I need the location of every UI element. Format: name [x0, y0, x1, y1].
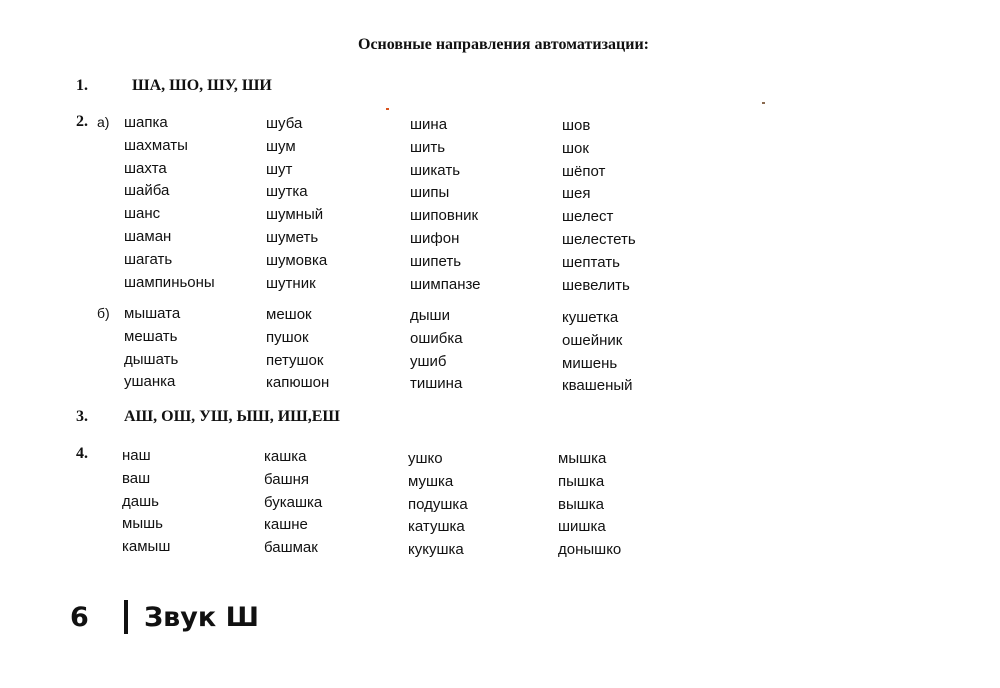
word: башмак: [264, 539, 318, 557]
word: шуметь: [266, 228, 319, 246]
word: шутка: [266, 183, 308, 201]
word: мишень: [562, 354, 618, 372]
word: шутник: [266, 274, 316, 292]
word: шептать: [562, 253, 620, 271]
section-3-heading: АШ, ОШ, УШ, ЫШ, ИШ,ЕШ: [124, 408, 340, 425]
word: шевелить: [562, 276, 630, 294]
word: дышать: [124, 350, 179, 368]
word: мышка: [558, 450, 607, 467]
word: подушка: [408, 495, 468, 513]
section-2a-column-3: [410, 114, 481, 296]
word: шить: [410, 138, 446, 156]
section-2b-column-3: [410, 305, 463, 396]
word: шампиньоны: [124, 273, 215, 291]
word: шёпот: [562, 162, 606, 180]
word: ушко: [408, 450, 443, 467]
word: пушок: [266, 328, 309, 346]
word: наш: [122, 447, 151, 464]
word: шумовка: [266, 251, 328, 269]
section-4-column-2: [264, 446, 322, 560]
word: шов: [562, 117, 591, 134]
section-2b-column-2: [266, 304, 329, 395]
section-1-number: 1.: [76, 77, 88, 94]
section-2a-column-1: [124, 112, 215, 294]
word: кашка: [264, 448, 307, 465]
word: шелест: [562, 208, 614, 226]
section-2b-column-4: [562, 307, 633, 398]
word: шанс: [124, 205, 161, 223]
section-2a-column-2: [266, 113, 327, 295]
word: петушок: [266, 351, 324, 369]
word: шахта: [124, 159, 167, 177]
word: ошейник: [562, 331, 623, 349]
word: шишка: [558, 518, 606, 536]
word: ваш: [122, 469, 151, 487]
section-4-column-1: [122, 445, 170, 559]
word: шифон: [410, 229, 460, 247]
word: шина: [410, 116, 448, 133]
section-4-number: 4.: [76, 445, 88, 462]
word: шагать: [124, 250, 173, 268]
word: кашне: [264, 516, 308, 534]
word: тишина: [410, 375, 463, 393]
word: шея: [562, 185, 591, 203]
word: шок: [562, 139, 589, 157]
word: квашеный: [562, 377, 633, 395]
section-4-column-3: [408, 448, 468, 562]
word: кушетка: [562, 309, 619, 326]
section-4-column-4: [558, 448, 621, 562]
word: букашка: [264, 493, 323, 511]
section-2-number: 2.: [76, 113, 88, 130]
section-2b-column-1: [124, 303, 180, 394]
word: шайба: [124, 182, 170, 200]
word: ушиб: [410, 352, 447, 370]
section-3-number: 3.: [76, 408, 88, 425]
print-speck: [762, 102, 765, 104]
page-title: Основные направления автоматизации:: [358, 36, 649, 53]
word: шипеть: [410, 252, 462, 270]
section-1-heading: ША, ШО, ШУ, ШИ: [132, 77, 272, 94]
word: ошибка: [410, 329, 463, 347]
word: шимпанзе: [410, 275, 481, 293]
word: мышата: [124, 305, 181, 322]
word: пышка: [558, 472, 605, 490]
word: шум: [266, 137, 296, 155]
word: дыши: [410, 307, 450, 324]
section-2a-label: а): [97, 114, 110, 130]
word: шумный: [266, 206, 324, 224]
word: мешок: [266, 306, 312, 323]
word: капюшон: [266, 374, 330, 392]
word: шипы: [410, 184, 450, 202]
word: катушка: [408, 518, 465, 536]
word: донышко: [558, 541, 622, 559]
word: шахматы: [124, 136, 188, 154]
word: шуба: [266, 115, 303, 132]
word: шелестеть: [562, 230, 636, 248]
word: камыш: [122, 538, 171, 556]
footer-divider: [124, 600, 128, 634]
word: дашь: [122, 492, 159, 510]
word: вышка: [558, 495, 605, 513]
footer-title: Звук Ш: [144, 602, 259, 633]
section-2b-label: б): [97, 305, 110, 321]
word: шапка: [124, 114, 168, 131]
word: ушанка: [124, 373, 176, 391]
word: мешать: [124, 327, 178, 345]
word: мышь: [122, 515, 163, 533]
word: кукушка: [408, 541, 464, 559]
word: шаман: [124, 227, 172, 245]
word: шут: [266, 160, 293, 178]
word: башня: [264, 470, 310, 488]
page-number: 6: [70, 602, 89, 633]
section-2a-column-4: [562, 115, 636, 297]
word: шиповник: [410, 207, 479, 225]
print-speck: [386, 108, 389, 110]
word: шикать: [410, 161, 461, 179]
word: мушка: [408, 472, 454, 490]
